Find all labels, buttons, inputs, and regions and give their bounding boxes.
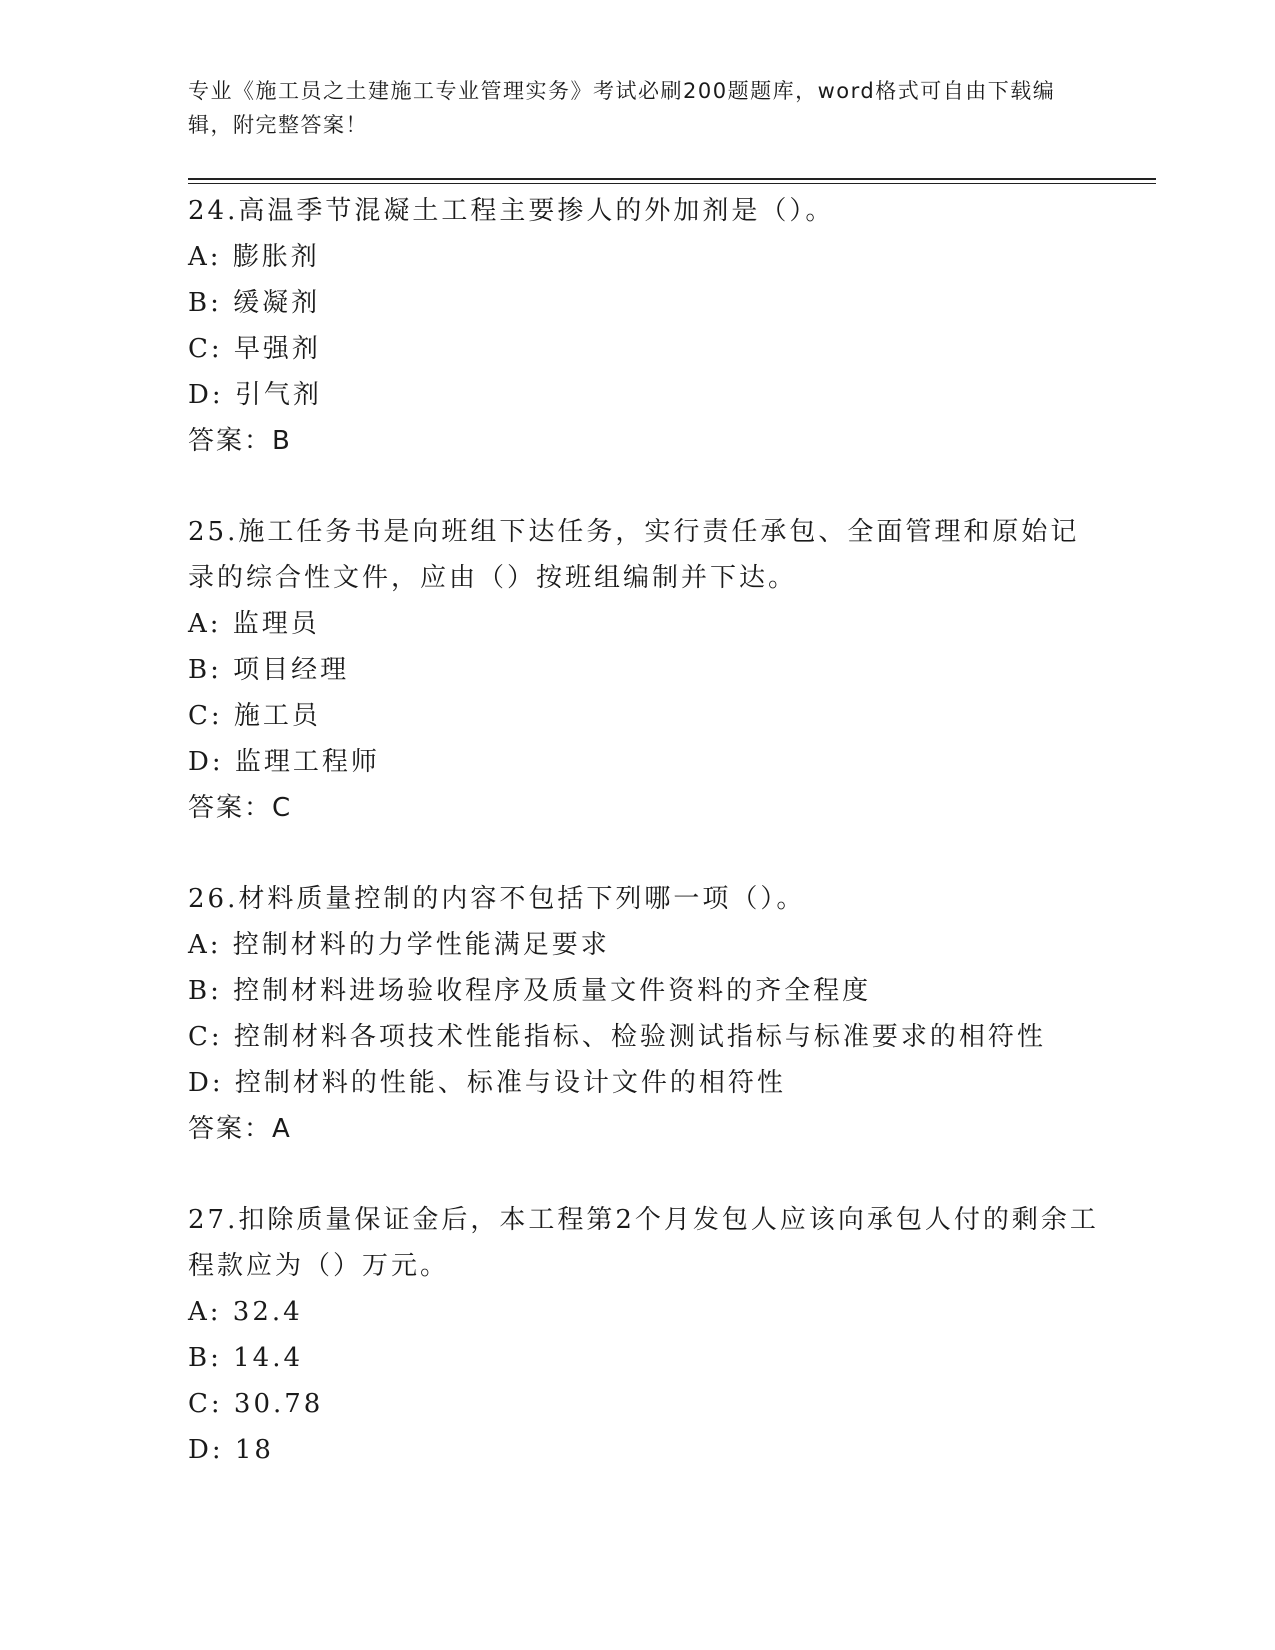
option-c: C: 控制材料各项技术性能指标、检验测试指标与标准要求的相符性: [188, 1022, 1046, 1052]
question-27: [188, 1197, 1108, 1473]
question-list: [188, 188, 1108, 1518]
option-d: D: 监理工程师: [188, 747, 380, 777]
answer-text: 答案：C: [188, 793, 293, 823]
header-divider-thin: [188, 183, 1156, 184]
option-c: C: 早强剂: [188, 334, 321, 364]
option-b: B: 控制材料进场验收程序及质量文件资料的齐全程度: [188, 976, 872, 1006]
document-header: 专业《施工员之土建施工专业管理实务》考试必刷200题题库，word格式可自由下载编辑，附完整答案！: [188, 79, 1056, 137]
answer-text: 答案：B: [188, 426, 292, 456]
option-d: D: 引气剂: [188, 380, 322, 410]
option-c: C: 施工员: [188, 701, 321, 731]
option-d: D: 控制材料的性能、标准与设计文件的相符性: [188, 1068, 786, 1098]
question-stem: 24.高温季节混凝土工程主要掺人的外加剂是（）。: [188, 196, 835, 226]
answer-text: 答案：A: [188, 1114, 292, 1144]
option-a: A: 膨胀剂: [188, 242, 320, 272]
question-26: [188, 876, 1108, 1152]
option-b: B: 14.4: [188, 1343, 304, 1373]
option-c: C: 30.78: [188, 1389, 324, 1419]
question-25: [188, 509, 1108, 831]
question-24: [188, 188, 1108, 464]
option-b: B: 项目经理: [188, 655, 350, 685]
option-a: A: 32.4: [188, 1297, 303, 1327]
question-stem: 26.材料质量控制的内容不包括下列哪一项（）。: [188, 884, 806, 914]
option-b: B: 缓凝剂: [188, 288, 321, 318]
option-a: A: 控制材料的力学性能满足要求: [188, 930, 610, 960]
option-d: D: 18: [188, 1435, 274, 1465]
header-divider-thick: [188, 178, 1156, 180]
question-stem: 27.扣除质量保证金后，本工程第2个月发包人应该向承包人付的剩余工程款应为（）万元。: [188, 1205, 1099, 1281]
question-stem: 25.施工任务书是向班组下达任务，实行责任承包、全面管理和原始记录的综合性文件，应由（）按班组编制并下达。: [188, 517, 1080, 593]
option-a: A: 监理员: [188, 609, 320, 639]
